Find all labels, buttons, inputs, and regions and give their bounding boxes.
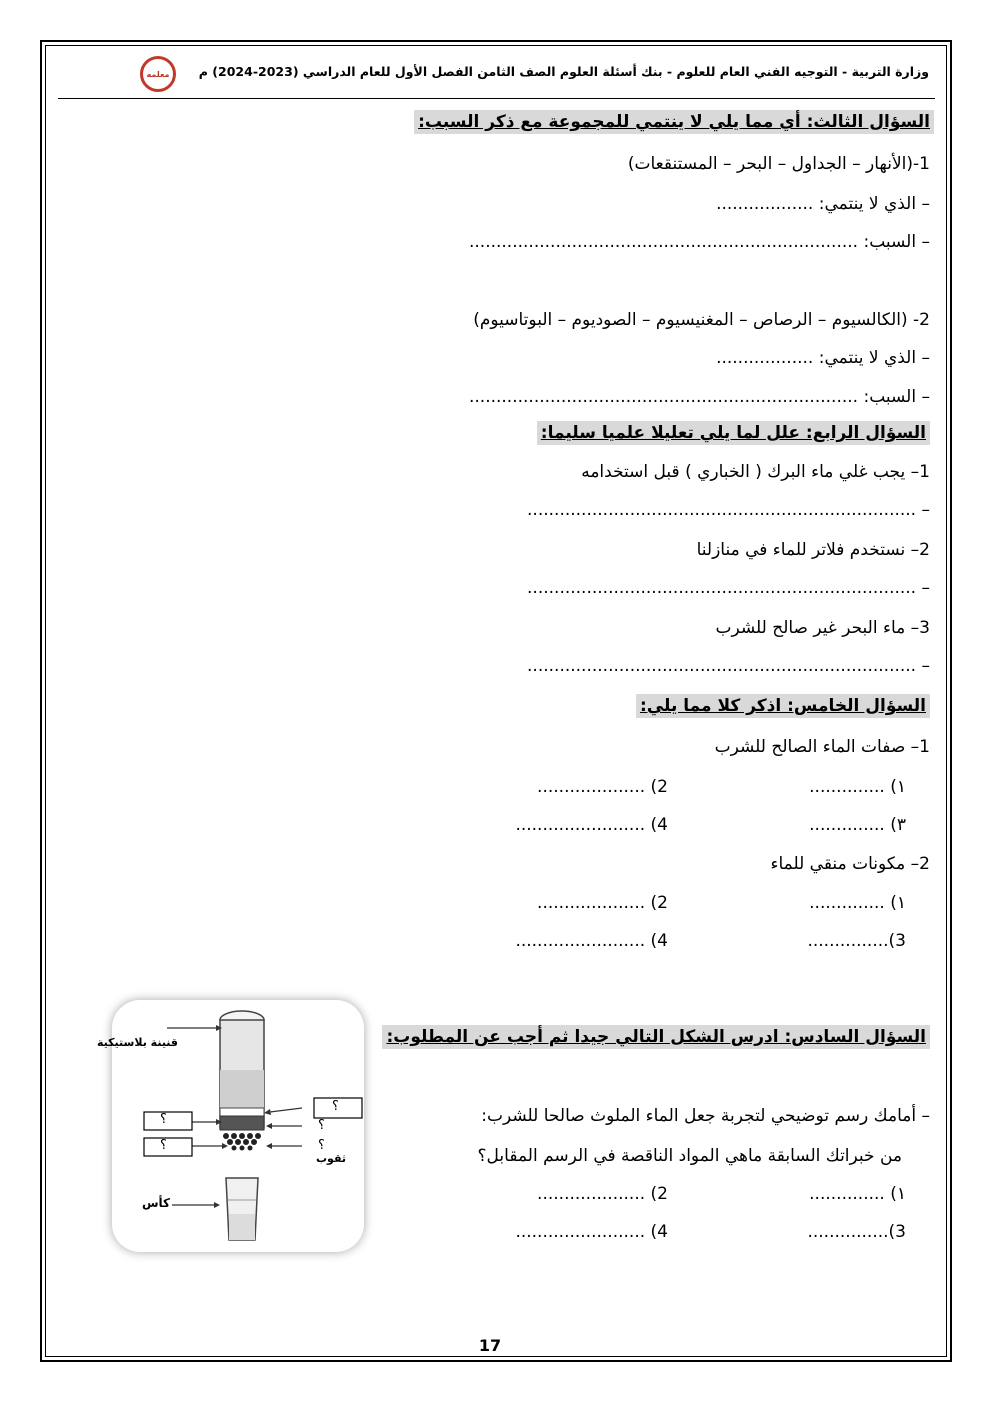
label-plastic-bottle: قنينة بلاستيكية	[96, 1036, 178, 1049]
question-mark-box-3: ؟	[332, 1099, 339, 1114]
q5-item2: 2– مكونات منقي للماء	[770, 854, 930, 874]
q3-item2-not-belong: – الذي لا ينتمي: ..................	[716, 348, 930, 368]
q5-item1: 1– صفات الماء الصالح للشرب	[714, 737, 930, 757]
q3-item1-reason: – السبب: ........................................................................	[468, 232, 930, 252]
q6-line2: من خبراتك السابقة ماهي المواد الناقصة في الرسم المقابل؟	[477, 1146, 902, 1166]
q3-item1: 1-(الأنهار – الجداول – البحر – المستنقعات)	[627, 154, 930, 174]
question-mark-5: ؟	[318, 1138, 325, 1153]
q4-title: السؤال الرابع: علل لما يلي تعليلا علميا سليما:	[537, 423, 930, 443]
q3-item1-not-belong: – الذي لا ينتمي: ..................	[716, 194, 930, 214]
logo-text: معلمه	[146, 69, 170, 79]
q6-answer1: ١) ..............	[809, 1184, 906, 1204]
q4-answer2: – ........................................................................	[527, 578, 930, 598]
water-filter-figure	[96, 1000, 364, 1252]
q5-item1-answer3: ٣) ..............	[809, 815, 906, 835]
q5-item1-answer4: 4) ........................	[515, 815, 668, 835]
q4-answer3: – ........................................................................	[527, 656, 930, 676]
q5-item2-answer1: ١) ..............	[809, 893, 906, 913]
q5-item1-answer1: ١) ..............	[809, 777, 906, 797]
page-header	[58, 50, 935, 99]
question-mark-box-1: ؟	[160, 1112, 167, 1127]
q6-line1: – أمامك رسم توضيحي لتجربة جعل الماء الملوث صالحا للشرب:	[481, 1106, 930, 1126]
q6-title: السؤال السادس: ادرس الشكل التالي جيدا ثم أجب عن المطلوب:	[382, 1027, 930, 1047]
q5-title: السؤال الخامس: اذكر كلا مما يلي:	[636, 696, 930, 716]
label-cup: كأس	[141, 1196, 170, 1210]
question-mark-4: ؟	[318, 1118, 325, 1133]
q5-item2-answer2: 2) ....................	[537, 893, 668, 913]
q6-answer3: 3)...............	[807, 1222, 906, 1242]
q4-answer1: – ........................................................................	[527, 500, 930, 520]
q4-item2: 2– نستخدم فلاتر للماء في منازلنا	[696, 540, 930, 560]
q6-answer2: 2) ....................	[537, 1184, 668, 1204]
q3-title: السؤال الثالث: أي مما يلي لا ينتمي للمجموعة مع ذكر السبب:	[414, 112, 934, 132]
q3-item2: 2- (الكالسيوم – الرصاص – المغنيسيوم – الصوديوم – البوتاسيوم)	[473, 310, 930, 330]
q4-item3: 3– ماء البحر غير صالح للشرب	[715, 618, 930, 638]
page-number: 17	[478, 1336, 502, 1355]
q6-answer4: 4) ........................	[515, 1222, 668, 1242]
q3-item2-reason: – السبب: ........................................................................	[468, 387, 930, 407]
q4-item1: 1– يجب غلي ماء البرك ( الخباري ) قبل استخدامه	[581, 462, 930, 482]
question-mark-box-2: ؟	[160, 1138, 167, 1153]
header-text: وزارة التربية - التوجيه الفني العام للعلوم - بنك أسئلة العلوم الصف الثامن الفصل الأول للعام الدراسي (2023-2024) م	[198, 64, 929, 79]
q5-item1-answer2: 2) ....................	[537, 777, 668, 797]
q5-item2-answer4: 4) ........................	[515, 931, 668, 951]
label-holes: ثقوب	[316, 1152, 346, 1165]
ministry-logo	[140, 56, 176, 92]
q5-item2-answer3: 3)...............	[807, 931, 906, 951]
